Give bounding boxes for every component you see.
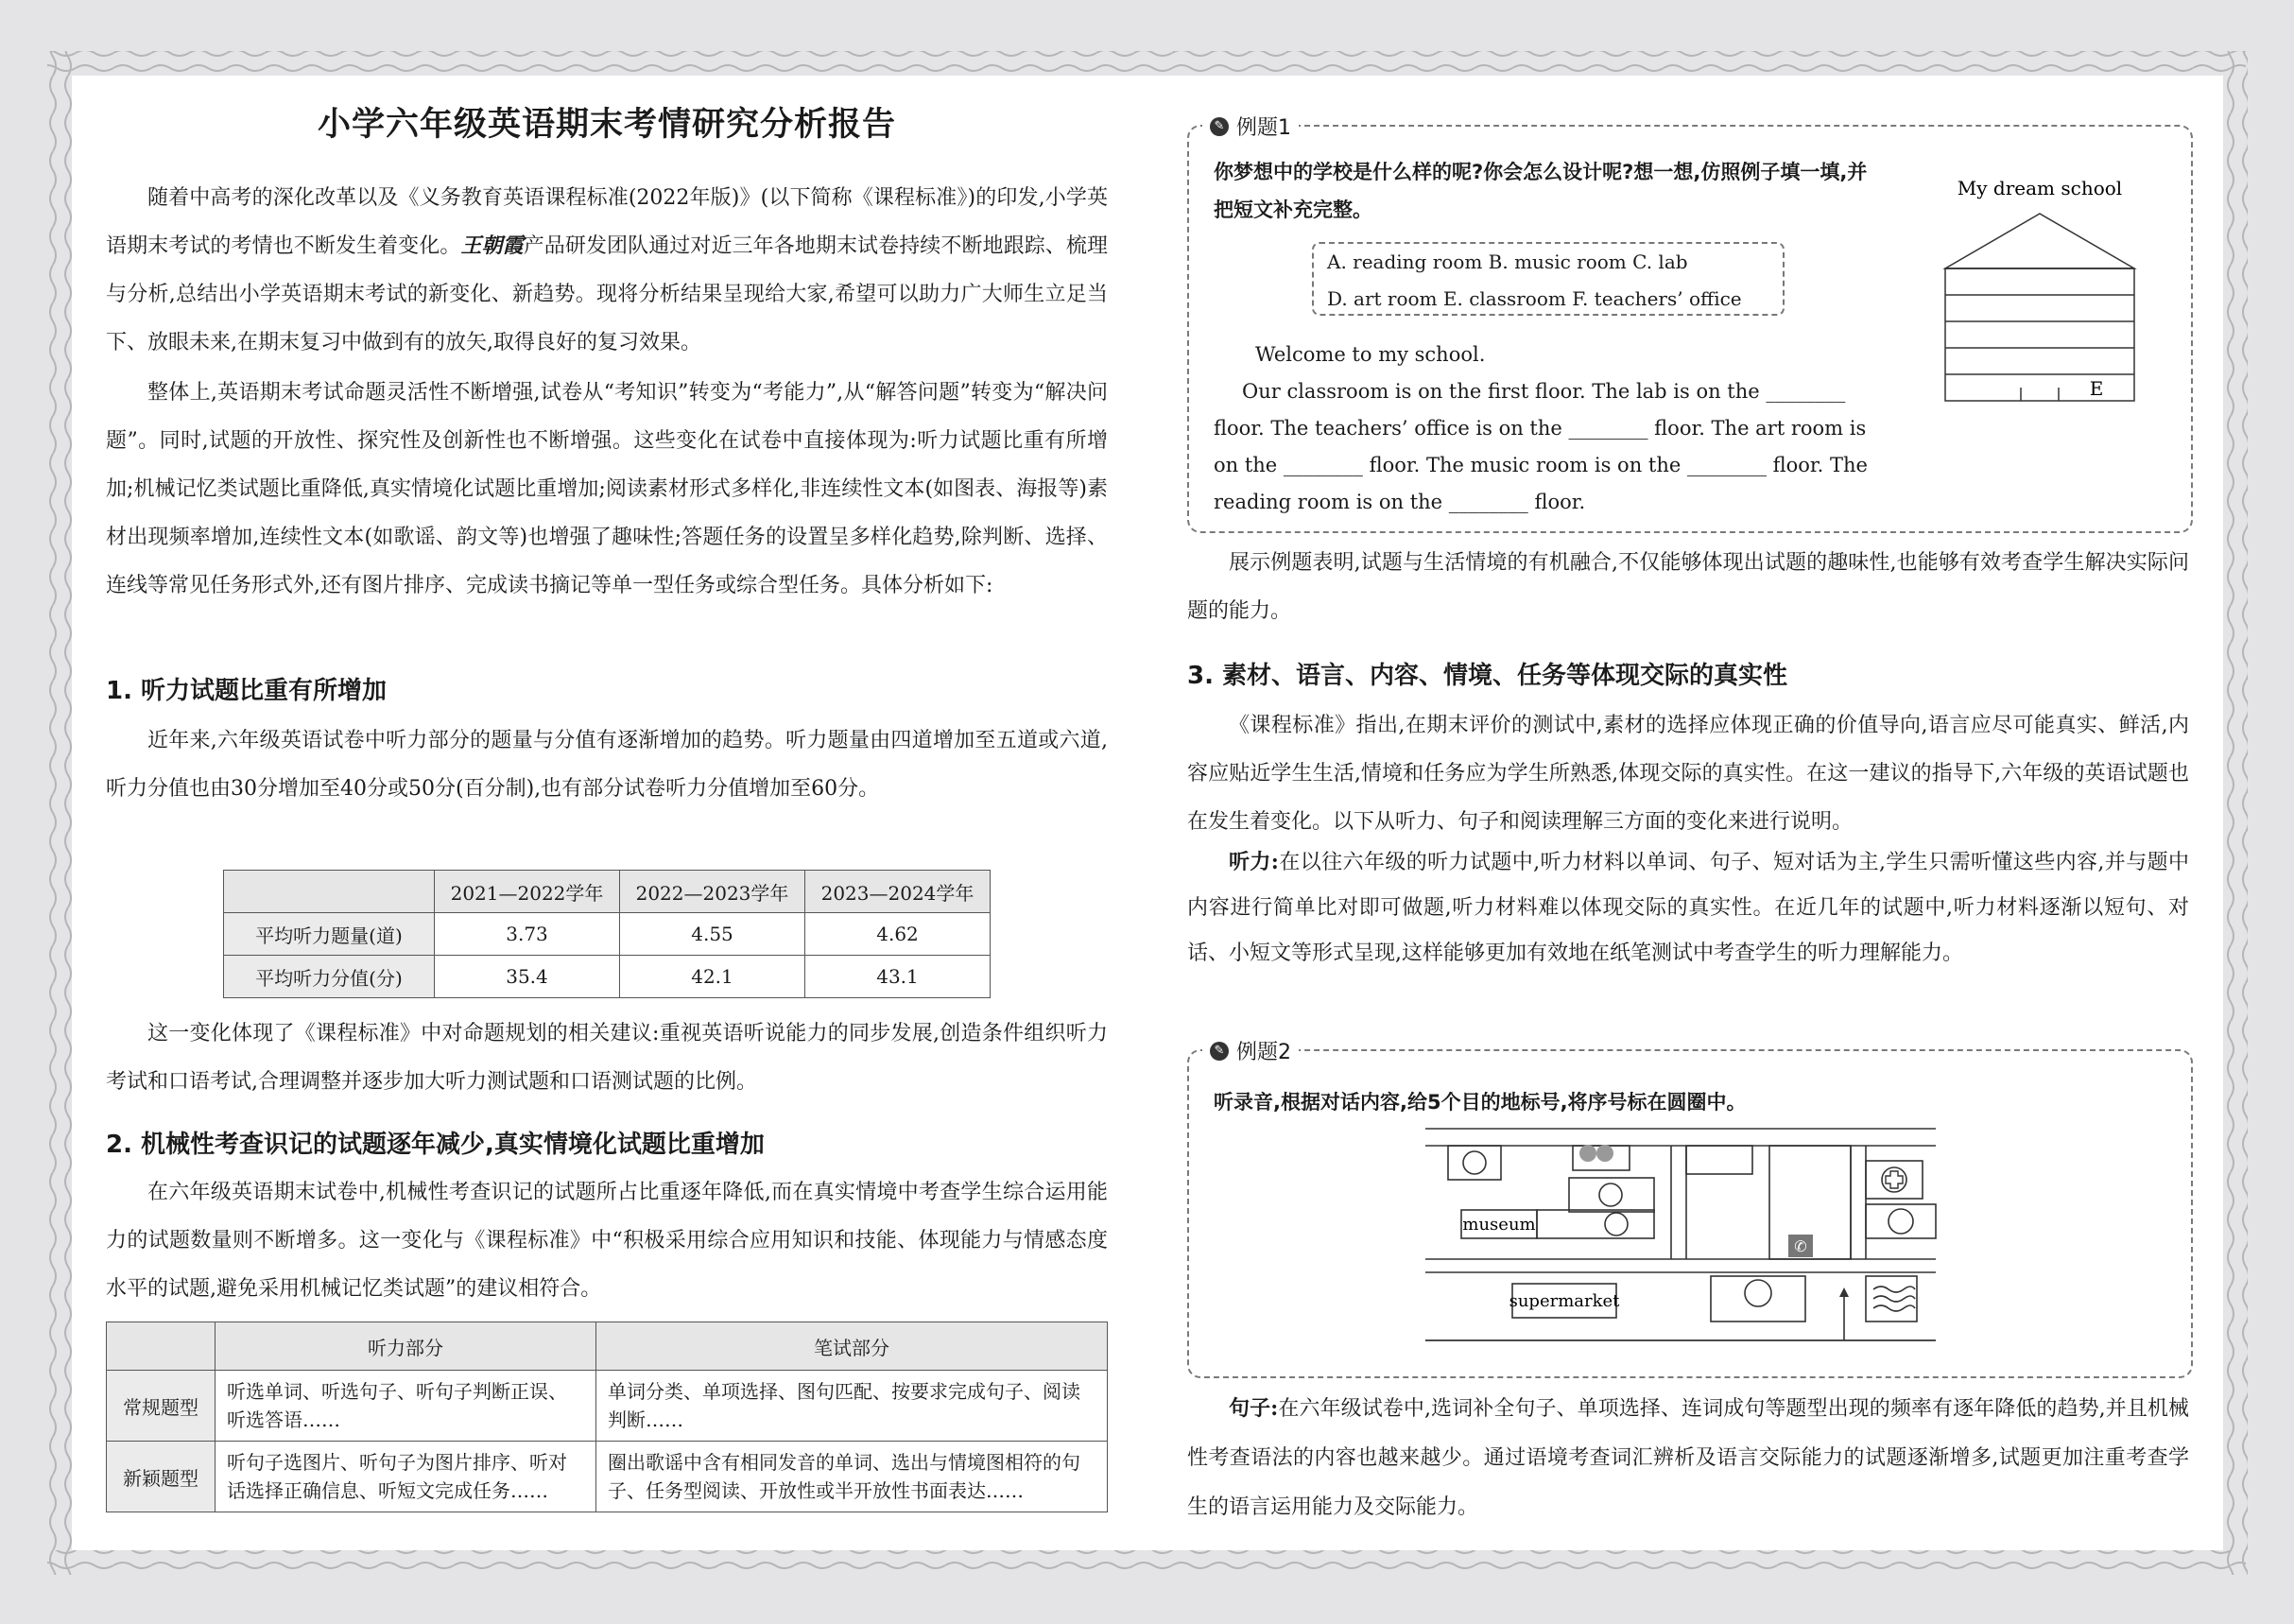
table-header-cell: 2022—2023学年 (620, 871, 805, 913)
question-types-table (106, 1322, 1108, 1512)
intro-text-cont: 产品研发团队通过对近三年各地期末试卷持续不断地跟踪、梳理与分析,总结出小学英语期末考试的新变化、新趋势。现将分析结果呈现给大家,希望可以助力广大师生立足当下、放眼未来,在期末复习中做到有的放矢,取得良好的复习效果。 (106, 234, 1108, 354)
document-page (72, 76, 2223, 1550)
table-cell: 4.62 (805, 913, 991, 956)
table-row (224, 913, 991, 956)
school-roof (1945, 214, 2134, 268)
table-header-cell: 笔试部分 (596, 1322, 1108, 1371)
tree-icon (1579, 1145, 1613, 1162)
listening-text: 在以往六年级的听力试题中,听力材料以单词、句子、短对话为主,学生只需听懂这些内容,并与题中内容进行简单比对即可做题,听力材料难以体现交际的真实性。在近几年的试题中,听力材料逐渐以短句、对话、小短文等形式呈现,这样能够更加有效地在纸笔测试中考查学生的听力理解能力。 (1187, 851, 2190, 965)
example-2-question: 听录音,根据对话内容,给5个目的地标号,将序号标在圆圈中。 (1214, 1091, 1747, 1114)
table-row (107, 1442, 1108, 1512)
table-cell: 单词分类、单项选择、图句匹配、按要求完成句子、阅读判断…… (596, 1371, 1108, 1442)
listening-paragraph (1187, 839, 2189, 976)
svg-text:✆: ✆ (1794, 1237, 1807, 1255)
hospital-icon (1882, 1167, 1906, 1192)
passage-line: floor. The teachers’ office is on the ________ floor. The art room is (1214, 417, 1867, 440)
sentence-paragraph (1187, 1384, 2189, 1532)
section-1-heading: 1. 听力试题比重有所增加 (106, 677, 388, 705)
school-building (1945, 268, 2134, 401)
page-title: 小学六年级英语期末考情研究分析报告 (317, 106, 896, 144)
example-1-tab (1202, 112, 1299, 141)
listening-stats-table (223, 870, 991, 998)
example-2-label: 例题2 (1236, 1041, 1291, 1064)
table-cell: 4.55 (620, 913, 805, 956)
table-cell: 听选单词、听选句子、听句子判断正误、听选答语…… (216, 1371, 596, 1442)
table-header-cell: 2021—2022学年 (435, 871, 620, 913)
example-icon: ✎ (1210, 117, 1229, 136)
table-row (107, 1371, 1108, 1442)
supermarket-label: supermarket (1509, 1291, 1620, 1311)
street-map (1425, 1127, 1955, 1363)
intro-paragraph-1 (106, 174, 1108, 367)
passage-line: Welcome to my school. (1255, 343, 1486, 366)
passage-line: on the ________ floor. The music room is on the ________ floor. The (1214, 454, 1868, 476)
table-header-cell (224, 871, 435, 913)
section-3-heading: 3. 素材、语言、内容、情境、任务等体现交际的真实性 (1187, 662, 1788, 690)
intro-paragraph-2: 整体上,英语期末考试命题灵活性不断增强,试卷从“考知识”转变为“考能力”,从“解答问题”转变为“解决问题”。同时,试题的开放性、探究性及创新性也不断增强。这些变化在试卷中直接体现为:听力试题比重有所增加;机械记忆类试题比重降低,真实情境化试题比重增加;阅读素材形式多样化,非连续性文本(如图表、海报等)素材出现频率增加,连续性文本(如歌谣、韵文等)也增强了趣味性;答题任务的设置呈多样化趋势,除判断、选择、连线等常见任务形式外,还有图片排序、完成读书摘记等单一型任务或综合型任务。具体分析如下: (106, 381, 1108, 597)
table-row-header: 平均听力分值(分) (224, 956, 435, 998)
example-1-question: 你梦想中的学校是什么样的呢?你会怎么设计呢?想一想,仿照例子填一填,并把短文补充完整。 (1214, 161, 1868, 221)
arrow-icon (1839, 1287, 1849, 1297)
table-header-cell: 2023—2024学年 (805, 871, 991, 913)
table-header-row (107, 1322, 1108, 1371)
sentence-label: 句子: (1229, 1396, 1279, 1421)
table-header-cell: 听力部分 (216, 1322, 596, 1371)
table-cell: 3.73 (435, 913, 620, 956)
example-2-box (1187, 1041, 2193, 1378)
river-icon (1873, 1287, 1915, 1311)
sentence-text: 在六年级试卷中,选词补全句子、单项选择、连词成句等题型出现的频率有逐年降低的趋势,并且机械性考查语法的内容也越来越少。通过语境考查词汇辨析及语言交际能力的试题逐渐增多,试题更加注重考查学生的语言运用能力及交际能力。 (1187, 1397, 2189, 1519)
dream-school-title: My dream school (1957, 177, 2123, 199)
listening-label: 听力: (1229, 850, 1279, 874)
museum-label: museum (1462, 1215, 1536, 1235)
table-header-row (224, 871, 991, 913)
example-icon: ✎ (1210, 1042, 1229, 1061)
table-row-header: 新颖题型 (107, 1442, 216, 1512)
table-row-header: 平均听力题量(道) (224, 913, 435, 956)
table-cell: 听句子选图片、听句子为图片排序、听对话选择正确信息、听短文完成任务…… (216, 1442, 596, 1512)
example-1-summary: 展示例题表明,试题与生活情境的有机融合,不仅能够体现出试题的趣味性,也能够有效考查学生解决实际问题的能力。 (1187, 551, 2189, 623)
example-1-label: 例题1 (1236, 116, 1291, 140)
example-2-tab (1202, 1036, 1299, 1065)
example-1-box (1187, 116, 2193, 533)
table-cell: 43.1 (805, 956, 991, 998)
intro-text: 随着中高考的深化改革以及《义务教育英语课程标准(2022年版)》(以下简称《课程标准》)的印发,小学英语期末考试的考情也不断发生着变化。 (106, 186, 1108, 258)
table-row (224, 956, 991, 998)
dream-school-diagram (1917, 176, 2163, 403)
options-line: D. art room E. classroom F. teachers’ office (1327, 287, 1742, 310)
passage-line: reading room is on the ________ floor. (1214, 491, 1586, 513)
options-line: A. reading room B. music room C. lab (1327, 251, 1688, 273)
brand-logo: 王朝霞 (460, 233, 524, 258)
section-1-paragraph-2: 这一变化体现了《课程标准》中对命题规划的相关建议:重视英语听说能力的同步发展,创造条件组织听力考试和口语考试,合理调整并逐步加大听力测试题和口语测试题的比例。 (106, 1022, 1108, 1094)
example-1-passage (1214, 337, 1875, 521)
section-1-paragraph: 近年来,六年级英语试卷中听力部分的题量与分值有逐渐增加的趋势。听力题量由四道增加至五道或六道,听力分值也由30分增加至40分或50分(百分制),也有部分试卷听力分值增加至60分。 (106, 729, 1108, 801)
floor-label-e: E (2089, 377, 2104, 400)
example-1-options (1312, 242, 1785, 316)
table-header-cell (107, 1322, 216, 1371)
passage-line: Our classroom is on the first floor. The lab is on the ________ (1242, 380, 1846, 403)
table-cell: 35.4 (435, 956, 620, 998)
table-row-header: 常规题型 (107, 1371, 216, 1442)
table-cell: 圈出歌谣中含有相同发音的单词、选出与情境图相符的句子、任务型阅读、开放性或半开放性书面表达…… (596, 1442, 1108, 1512)
section-2-heading: 2. 机械性考查识记的试题逐年减少,真实情境化试题比重增加 (106, 1131, 765, 1159)
section-3-paragraph: 《课程标准》指出,在期末评价的测试中,素材的选择应体现正确的价值导向,语言应尽可能真实、鲜活,内容应贴近学生生活,情境和任务应为学生所熟悉,体现交际的真实性。在这一建议的指导下,六年级的英语试题也在发生着变化。以下从听力、句子和阅读理解三方面的变化来进行说明。 (1187, 714, 2189, 834)
table-cell: 42.1 (620, 956, 805, 998)
phone-icon (1788, 1235, 1813, 1257)
section-2-paragraph: 在六年级英语期末试卷中,机械性考查识记的试题所占比重逐年降低,而在真实情境中考查学生综合运用能力的试题数量则不断增多。这一变化与《课程标准》中“积极采用综合应用知识和技能、体现能力与情感态度水平的试题,避免采用机械记忆类试题”的建议相符合。 (106, 1181, 1108, 1301)
